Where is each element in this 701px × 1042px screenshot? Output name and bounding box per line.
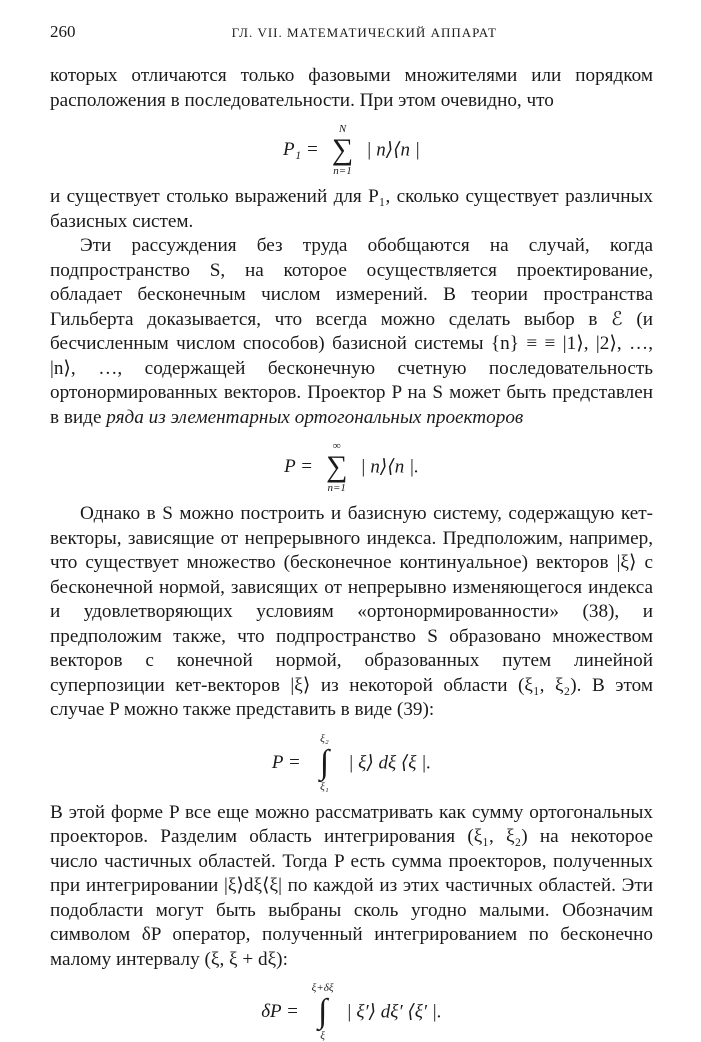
integral-lower-limit: ξ [320,1030,325,1042]
equation-1 [50,123,653,177]
integral-lower-limit: ξ₁ [320,780,329,793]
paragraph-3-text: Эти рассуждения без труда обобщаются на случай, когда подпространство S, на которое осуществляется проектирование, обладает бесконечным числом измерений. В теории пространства Гильберта доказывается, что всегда можно сделать выбор в ℰ (и бесчисленным числом способов) базисной системы {n} ≡ ≡ |1⟩, |2⟩, …, |n⟩, …, содержащей бесконечную счетную последовательность ортонормированных векторов. Проектор P на S может быть представлен в виде [50,235,653,428]
page-header [50,22,653,42]
equation-3-body: | ξ⟩ dξ ⟨ξ |. [348,752,432,773]
equation-2 [50,440,653,494]
equation-1-lhs: P₁ = [282,139,319,160]
paragraph-4: Однако в S можно построить и базисную систему, содержащую кет-векторы, зависящие от непрерывного индекса. Предположим, например, что существует множество (бесконечное континуальное) векторов |ξ⟩ с бесконечной нормой, зависящих от непрерывно изменяющегося индекса и удовлетворяющих условиям «ортонормированности» (38), и предположим также, что подпространство S образовано множеством векторов с конечной нормой, образованных путем линейной суперпозиции кет-векторов |ξ⟩ из некоторой области (ξ₁, ξ₂). В этом случае P можно также представить в виде (39): [50,503,653,720]
paragraph-1: которых отличаются только фазовыми множителями или порядком расположения в последовательности. При этом очевидно, что [50,65,653,111]
equation-4 [50,982,653,1042]
integral-operator [308,982,338,1042]
paragraph-5: В этой форме P все еще можно рассматривать как сумму ортогональных проекторов. Разделим область интегрирования (ξ₁, ξ₂) на некоторое число частичных областей. Тогда P есть сумма проекторов, полученных при интегрировании |ξ⟩dξ⟨ξ| по каждой из этих частичных областей. Эти подобласти могут быть выбраны сколь угодно малыми. Обозначим символом δP оператор, полученный интегрированием по бесконечно малому интервалу (ξ, ξ + dξ): [50,801,653,970]
sum-upper-limit: N [338,123,347,135]
equation-4-body: | ξ′⟩ dξ′ ⟨ξ′ |. [346,1001,442,1023]
integral-upper-limit: ξ+δξ [311,982,334,994]
sum-lower-limit: n=1 [333,165,352,177]
paragraph-2: и существует столько выражений для P₁, сколько существует различных базисных систем. [50,186,653,232]
sum-symbol: ∑ [325,450,348,483]
sum-upper-limit: ∞ [332,440,341,452]
equation-3 [50,733,653,793]
paragraph-3-italic: ряда из элементарных ортогональных проекторов [106,406,524,428]
running-head: ГЛ. VII. МАТЕМАТИЧЕСКИЙ АППАРАТ [231,25,497,40]
integral-symbol: ∫ [317,993,328,1030]
equation-4-lhs: δP = [261,1001,299,1022]
equation-2-body: | n⟩⟨n |. [360,456,419,478]
equation-1-body: | n⟩⟨n | [366,139,421,161]
integral-symbol: ∫ [319,743,330,781]
sum-operator [328,123,358,177]
page-number: 260 [50,22,76,41]
equation-3-lhs: P = [271,751,301,773]
integral-operator [309,733,339,793]
integral-upper-limit: ξ₂ [320,732,329,745]
paragraph-3 [50,234,653,430]
equation-2-lhs: P = [284,456,313,477]
sum-lower-limit: n=1 [327,482,346,494]
sum-symbol: ∑ [331,133,354,166]
sum-operator [322,440,352,494]
